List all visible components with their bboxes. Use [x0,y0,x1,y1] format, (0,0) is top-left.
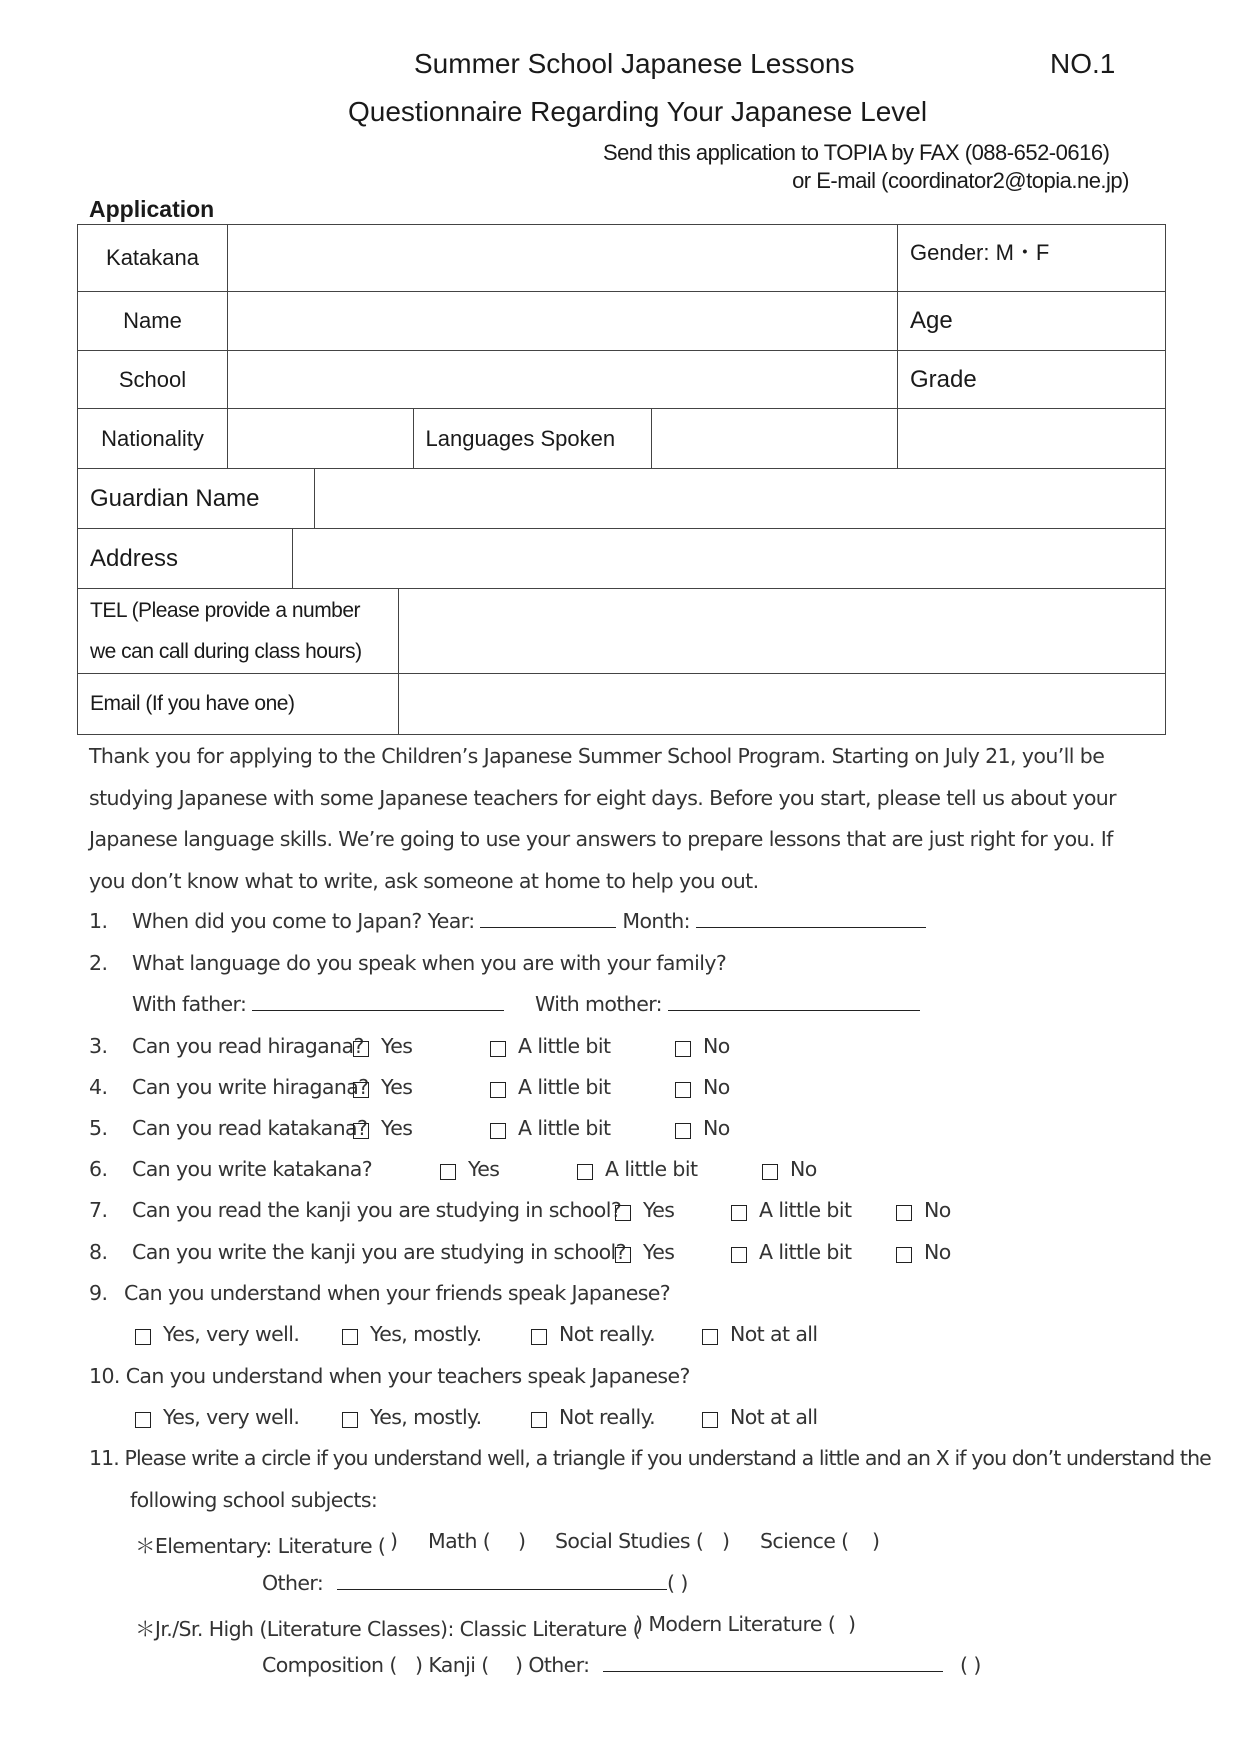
q2-mother-label: With mother: [535,992,662,1016]
q9-c-label: Not really. [559,1322,656,1346]
q6-yes-checkbox[interactable] [440,1164,456,1180]
q7-yes-checkbox[interactable] [615,1205,631,1221]
q11-elementary-close: ) [390,1529,398,1553]
age-field[interactable]: Age [898,292,1166,351]
q9-d-label: Not at all [730,1322,818,1346]
school-label: School [78,351,228,409]
q4-no-checkbox[interactable] [675,1082,691,1098]
q4-yes-label: Yes [381,1075,413,1099]
q4-yes-checkbox[interactable] [353,1082,369,1098]
q7-little-label: A little bit [759,1198,852,1222]
q10-d-checkbox[interactable] [702,1412,718,1428]
q9-c-checkbox[interactable] [531,1329,547,1345]
q11-math-label: Math ( [428,1529,491,1553]
q3-text: Can you read hiragana? [132,1034,364,1058]
email-field[interactable] [398,674,1165,734]
q2-number: 2. [89,951,108,975]
q10-c-label: Not really. [559,1405,656,1429]
address-row [78,529,1166,589]
q3-little-checkbox[interactable] [490,1041,506,1057]
q8-no-checkbox[interactable] [896,1247,912,1263]
katakana-label: Katakana [78,225,228,292]
q5-text: Can you read katakana? [132,1116,368,1140]
q6-yes-label: Yes [468,1157,500,1181]
guardian-name-label: Guardian Name [78,469,314,528]
q3-little-label: A little bit [518,1034,611,1058]
q1-text: When did you come to Japan? Year: [132,909,475,933]
q11-science-label: Science ( [760,1529,849,1553]
q9-text: Can you understand when your friends speak Japanese? [124,1281,671,1305]
q11-other2-parens: ( ) [960,1653,981,1677]
tel-label-line2: we can call during class hours) [90,640,362,663]
q11-social-label: Social Studies ( [555,1529,704,1553]
katakana-field[interactable] [228,225,898,292]
q9-number: 9. [89,1281,108,1305]
q11-social-close: ) [722,1529,730,1553]
q8-yes-label: Yes [643,1240,675,1264]
q3-no-label: No [703,1034,730,1058]
address-field[interactable] [292,529,1165,588]
address-label: Address [78,529,292,588]
q1-number: 1. [89,909,108,933]
q11-other2-row [515,1653,943,1677]
guardian-row [78,469,1166,529]
school-field[interactable] [228,351,898,409]
q2-father-row [132,992,504,1016]
q6-text: Can you write katakana? [132,1157,373,1181]
q11-composition-label: Composition ( [262,1653,397,1677]
q10-a-checkbox[interactable] [135,1412,151,1428]
q1-month-label: Month: [622,909,690,933]
q8-little-checkbox[interactable] [731,1247,747,1263]
q9-b-label: Yes, mostly. [370,1322,482,1346]
q10-a-label: Yes, very well. [163,1405,300,1429]
q8-no-label: No [924,1240,951,1264]
q7-text: Can you read the kanji you are studying in school? [132,1198,622,1222]
tel-label-line1: TEL (Please provide a number [90,599,361,622]
q1-month-line[interactable] [696,909,926,928]
q11-other2-label: ) Other: [515,1653,590,1677]
q10-c-checkbox[interactable] [531,1412,547,1428]
q6-little-checkbox[interactable] [577,1164,593,1180]
q11-science-close: ) [872,1529,880,1553]
q9-b-checkbox[interactable] [342,1329,358,1345]
q7-number: 7. [89,1198,108,1222]
email-row [78,674,1166,735]
q2-father-line[interactable] [252,992,504,1011]
q2-mother-row [535,992,920,1016]
q9-d-checkbox[interactable] [702,1329,718,1345]
page-title: Summer School Japanese Lessons [414,48,855,79]
q8-yes-checkbox[interactable] [615,1247,631,1263]
guardian-name-field[interactable] [314,469,1165,528]
send-fax-line: Send this application to TOPIA by FAX (088-652-0616) [603,140,1110,165]
languages-spoken-field[interactable] [651,409,897,468]
q3-number: 3. [89,1034,108,1058]
q4-little-label: A little bit [518,1075,611,1099]
q11-high-label: ＊Jr./Sr. High (Literature Classes): Classic Literature ( [135,1617,640,1641]
q8-text: Can you write the kanji you are studying in school? [132,1240,626,1264]
q11-other-parens: ( ) [667,1571,688,1595]
q11-text2: following school subjects: [130,1488,378,1512]
q5-yes-label: Yes [381,1116,413,1140]
q5-no-checkbox[interactable] [675,1123,691,1139]
q6-little-label: A little bit [605,1157,698,1181]
q11-text: 11. Please write a circle if you understand well, a triangle if you understand a little and an X if you don’t understand the [89,1446,1211,1470]
q4-number: 4. [89,1075,108,1099]
name-field[interactable] [228,292,898,351]
tel-row [78,589,1166,674]
q8-number: 8. [89,1240,108,1264]
q2-mother-line[interactable] [668,992,920,1011]
q1-year-line[interactable] [480,909,616,928]
q9-a-label: Yes, very well. [163,1322,300,1346]
page-number: NO.1 [1050,48,1116,79]
q5-little-label: A little bit [518,1116,611,1140]
q11-modern-close: ) [848,1612,856,1636]
grade-field[interactable]: Grade [898,351,1166,409]
q7-no-checkbox[interactable] [896,1205,912,1221]
q4-little-checkbox[interactable] [490,1082,506,1098]
q10-b-label: Yes, mostly. [370,1405,482,1429]
languages-extra-field[interactable] [898,409,1166,469]
q1-row [132,909,926,933]
q8-little-label: A little bit [759,1240,852,1264]
q10-b-checkbox[interactable] [342,1412,358,1428]
q11-kanji-label: ) Kanji ( [415,1653,489,1677]
q7-yes-label: Yes [643,1198,675,1222]
q2-father-label: With father: [132,992,247,1016]
nationality-languages-row [228,409,898,469]
q10-text: 10. Can you understand when your teachers speak Japanese? [89,1364,690,1388]
q3-yes-checkbox[interactable] [353,1041,369,1057]
q11-other-line[interactable] [337,1571,667,1590]
q2-text: What language do you speak when you are with your family? [132,951,727,975]
q5-little-checkbox[interactable] [490,1123,506,1139]
q5-no-label: No [703,1116,730,1140]
q3-yes-label: Yes [381,1034,413,1058]
send-email-line: or E-mail (coordinator2@topia.ne.jp) [792,168,1129,193]
q11-other-label: Other: [262,1571,324,1595]
nationality-field[interactable] [228,409,413,468]
q11-other-row [262,1571,667,1595]
q11-elementary-label: ＊Elementary: Literature ( [135,1534,386,1558]
application-label: Application [89,196,215,222]
q6-no-label: No [790,1157,817,1181]
page-subtitle: Questionnaire Regarding Your Japanese Level [348,96,928,127]
q6-no-checkbox[interactable] [762,1164,778,1180]
q7-little-checkbox[interactable] [731,1205,747,1221]
q7-no-label: No [924,1198,951,1222]
q9-a-checkbox[interactable] [135,1329,151,1345]
q3-no-checkbox[interactable] [675,1041,691,1057]
q4-text: Can you write hiragana? [132,1075,369,1099]
q11-math-close: ) [518,1529,526,1553]
q11-other2-line[interactable] [603,1653,943,1672]
application-form [77,224,1166,735]
tel-label [78,589,398,673]
tel-field[interactable] [398,589,1165,673]
languages-spoken-label: Languages Spoken [413,409,651,468]
gender-field[interactable]: Gender: M・F [898,225,1166,292]
q6-number: 6. [89,1157,108,1181]
q4-no-label: No [703,1075,730,1099]
email-label: Email (If you have one) [78,674,398,734]
q10-d-label: Not at all [730,1405,818,1429]
q5-yes-checkbox[interactable] [353,1123,369,1139]
q5-number: 5. [89,1116,108,1140]
q11-modern-label: ) Modern Literature ( [635,1612,836,1636]
nationality-label: Nationality [78,409,228,469]
intro-paragraph: Thank you for applying to the Children’s Japanese Summer School Program. Starting on July 21, you’ll be studying Japanese with some Japanese teachers for eight days. Before you start, please tell us about your Japanese language skills. We’re going to use your answers to prepare lessons that are just right for you. If you don’t know what to write, ask someone at home to help you out. [89,744,1117,893]
name-label: Name [78,292,228,351]
